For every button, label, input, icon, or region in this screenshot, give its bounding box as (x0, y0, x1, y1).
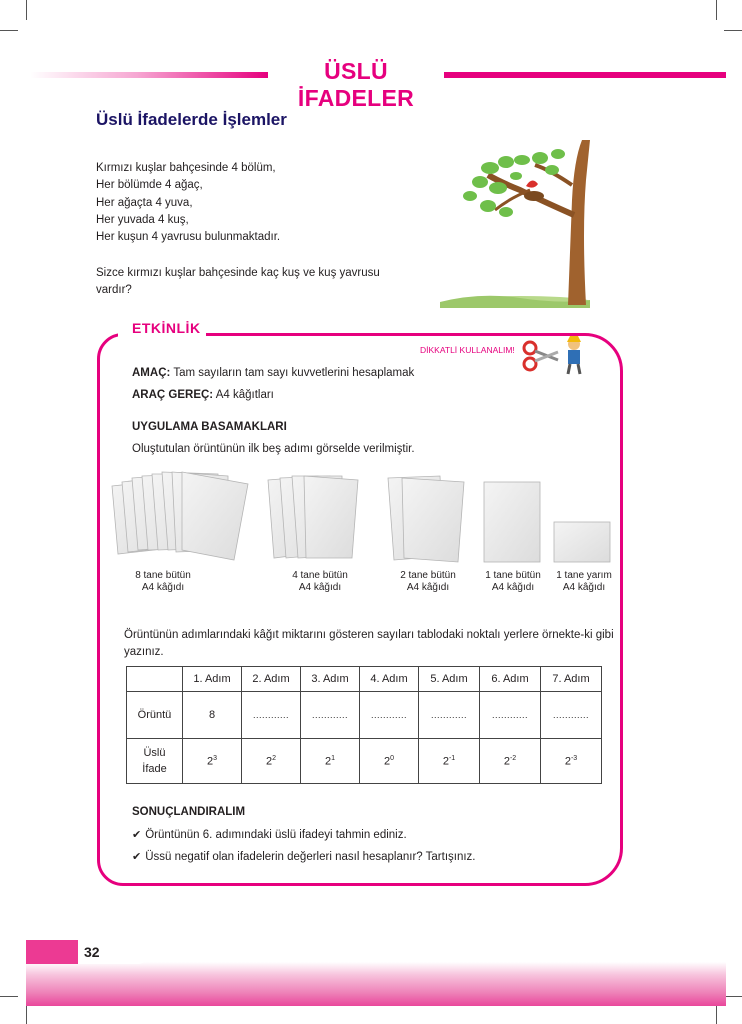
section-title: Üslü İfadelerde İşlemler (96, 110, 287, 129)
power-exponent: 0 (390, 754, 395, 762)
stack-half (554, 522, 610, 562)
table-cell (183, 739, 242, 784)
footer-band (26, 962, 726, 1006)
crop-mark (716, 1004, 717, 1024)
power-base: 2 (503, 755, 510, 768)
table-cell (360, 739, 419, 784)
checkmark-icon: ✔ (132, 851, 142, 863)
row-label (127, 739, 183, 784)
instruction-text: Örüntünün adımlarındaki kâğıt miktarını gösteren sayıları tablodaki noktalı yerlere örnekte-ki gibi yazınız. (124, 629, 614, 658)
paper-stacks-illustration (108, 468, 628, 570)
crop-mark (0, 996, 18, 997)
table-cell: ............ (480, 692, 541, 739)
table-cell (541, 739, 602, 784)
power-base: 2 (383, 755, 391, 768)
caption-line: A4 kâğıdı (141, 582, 185, 593)
power-base: 2 (206, 755, 214, 768)
table-cell: ............ (541, 692, 602, 739)
activity-title: ETKİNLİK (132, 320, 201, 336)
activity-frame (97, 333, 623, 886)
table-cell (301, 739, 360, 784)
conclusion-item (132, 850, 476, 863)
aim-text: Tam sayıların tam sayı kuvvetlerini hesaplamak (170, 367, 415, 379)
poem-line: Her kuşun 4 yavrusu bulunmaktadır. (96, 231, 281, 244)
poem-line: Her bölümde 4 ağaç, (96, 179, 203, 192)
caption-line: 4 tane bütün (292, 570, 348, 581)
crop-mark (26, 1004, 27, 1024)
steps-table (126, 666, 602, 784)
checkmark-icon: ✔ (132, 829, 142, 841)
table-cell: ............ (242, 692, 301, 739)
power-exponent: 3 (213, 754, 218, 762)
power-exponent: 2 (272, 754, 277, 762)
conclusion-heading: SONUÇLANDIRALIM (132, 806, 246, 818)
table-cell: ............ (301, 692, 360, 739)
table-cell (242, 739, 301, 784)
crop-mark (26, 0, 27, 20)
poem-line: Kırmızı kuşlar bahçesinde 4 bölüm, (96, 162, 276, 174)
paper-caption (118, 570, 208, 594)
table-header: 2. Adım (242, 667, 301, 692)
power-base: 2 (564, 755, 571, 768)
table-row (127, 692, 602, 739)
caption-line: 1 tane bütün (485, 570, 541, 581)
table-cell: ............ (419, 692, 480, 739)
conclusion-text: Örüntünün 6. adımındaki üslü ifadeyi tahmin ediniz. (145, 829, 407, 841)
stack-2 (388, 476, 464, 562)
table-cell (419, 739, 480, 784)
crop-mark (724, 996, 742, 997)
caution-label: DİKKATLİ KULLANALIM! (420, 345, 515, 355)
stack-8 (112, 472, 248, 560)
crop-mark (716, 0, 717, 20)
aim-line (132, 367, 414, 379)
scissors-icon (520, 334, 586, 376)
power-base: 2 (442, 755, 449, 768)
power-exponent: -1 (448, 754, 456, 762)
power-base: 2 (324, 755, 332, 768)
table-header: 6. Adım (480, 667, 541, 692)
steps-intro: Oluştutulan örüntünün ilk beş adımı görselde verilmiştir. (132, 443, 415, 455)
crop-mark (724, 30, 742, 31)
power-exponent: -2 (509, 754, 517, 762)
caption-line: 1 tane yarım (556, 570, 612, 581)
stack-1 (484, 482, 540, 562)
page-title: ÜSLÜ İFADELER (297, 58, 415, 111)
conclusion-text: Üssü negatif olan ifadelerin değerleri nasıl hesaplanır? Tartışınız. (145, 851, 476, 863)
caption-line: A4 kâğıdı (298, 582, 342, 593)
power-exponent: 1 (331, 754, 336, 762)
question-text: Sizce kırmızı kuşlar bahçesinde kaç kuş ve kuş yavrusu vardır? (96, 267, 380, 297)
caption-line: A4 kâğıdı (491, 582, 535, 593)
header-rule-right (444, 72, 726, 78)
table-header (127, 667, 183, 692)
paper-caption (383, 570, 473, 594)
stack-4 (268, 476, 358, 558)
row-label-line: Üslü (143, 747, 166, 759)
page-number: 32 (84, 944, 100, 960)
table-row (127, 739, 602, 784)
conclusion-item (132, 828, 407, 841)
table-cell: 8 (183, 692, 242, 739)
table-header-row (127, 667, 602, 692)
poem-text (96, 160, 280, 246)
tree-illustration (440, 140, 590, 308)
crop-mark (0, 30, 18, 31)
power-base: 2 (265, 755, 273, 768)
row-label: Örüntü (127, 692, 183, 739)
tools-line (132, 389, 274, 401)
paper-caption (539, 570, 629, 594)
caption-line: 2 tane bütün (400, 570, 456, 581)
table-header: 3. Adım (301, 667, 360, 692)
paper-caption (275, 570, 365, 594)
header-rule-left (30, 72, 268, 78)
caption-line: A4 kâğıdı (562, 582, 606, 593)
table-header: 7. Adım (541, 667, 602, 692)
caption-line: A4 kâğıdı (406, 582, 450, 593)
tools-label: ARAÇ GEREÇ: (132, 389, 214, 401)
table-cell: ............ (360, 692, 419, 739)
table-cell (480, 739, 541, 784)
steps-heading: UYGULAMA BASAMAKLARI (132, 421, 287, 433)
table-header: 5. Adım (419, 667, 480, 692)
poem-line: Her ağaçta 4 yuva, (96, 196, 193, 209)
aim-label: AMAÇ: (132, 367, 171, 379)
power-exponent: -3 (570, 754, 578, 762)
table-header: 4. Adım (360, 667, 419, 692)
row-label-line: İfade (142, 763, 167, 775)
caption-line: 8 tane bütün (135, 570, 191, 581)
table-header: 1. Adım (183, 667, 242, 692)
tools-text: A4 kâğıtları (213, 389, 274, 401)
footer-tab (26, 940, 86, 964)
poem-line: Her yuvada 4 kuş, (96, 213, 189, 226)
